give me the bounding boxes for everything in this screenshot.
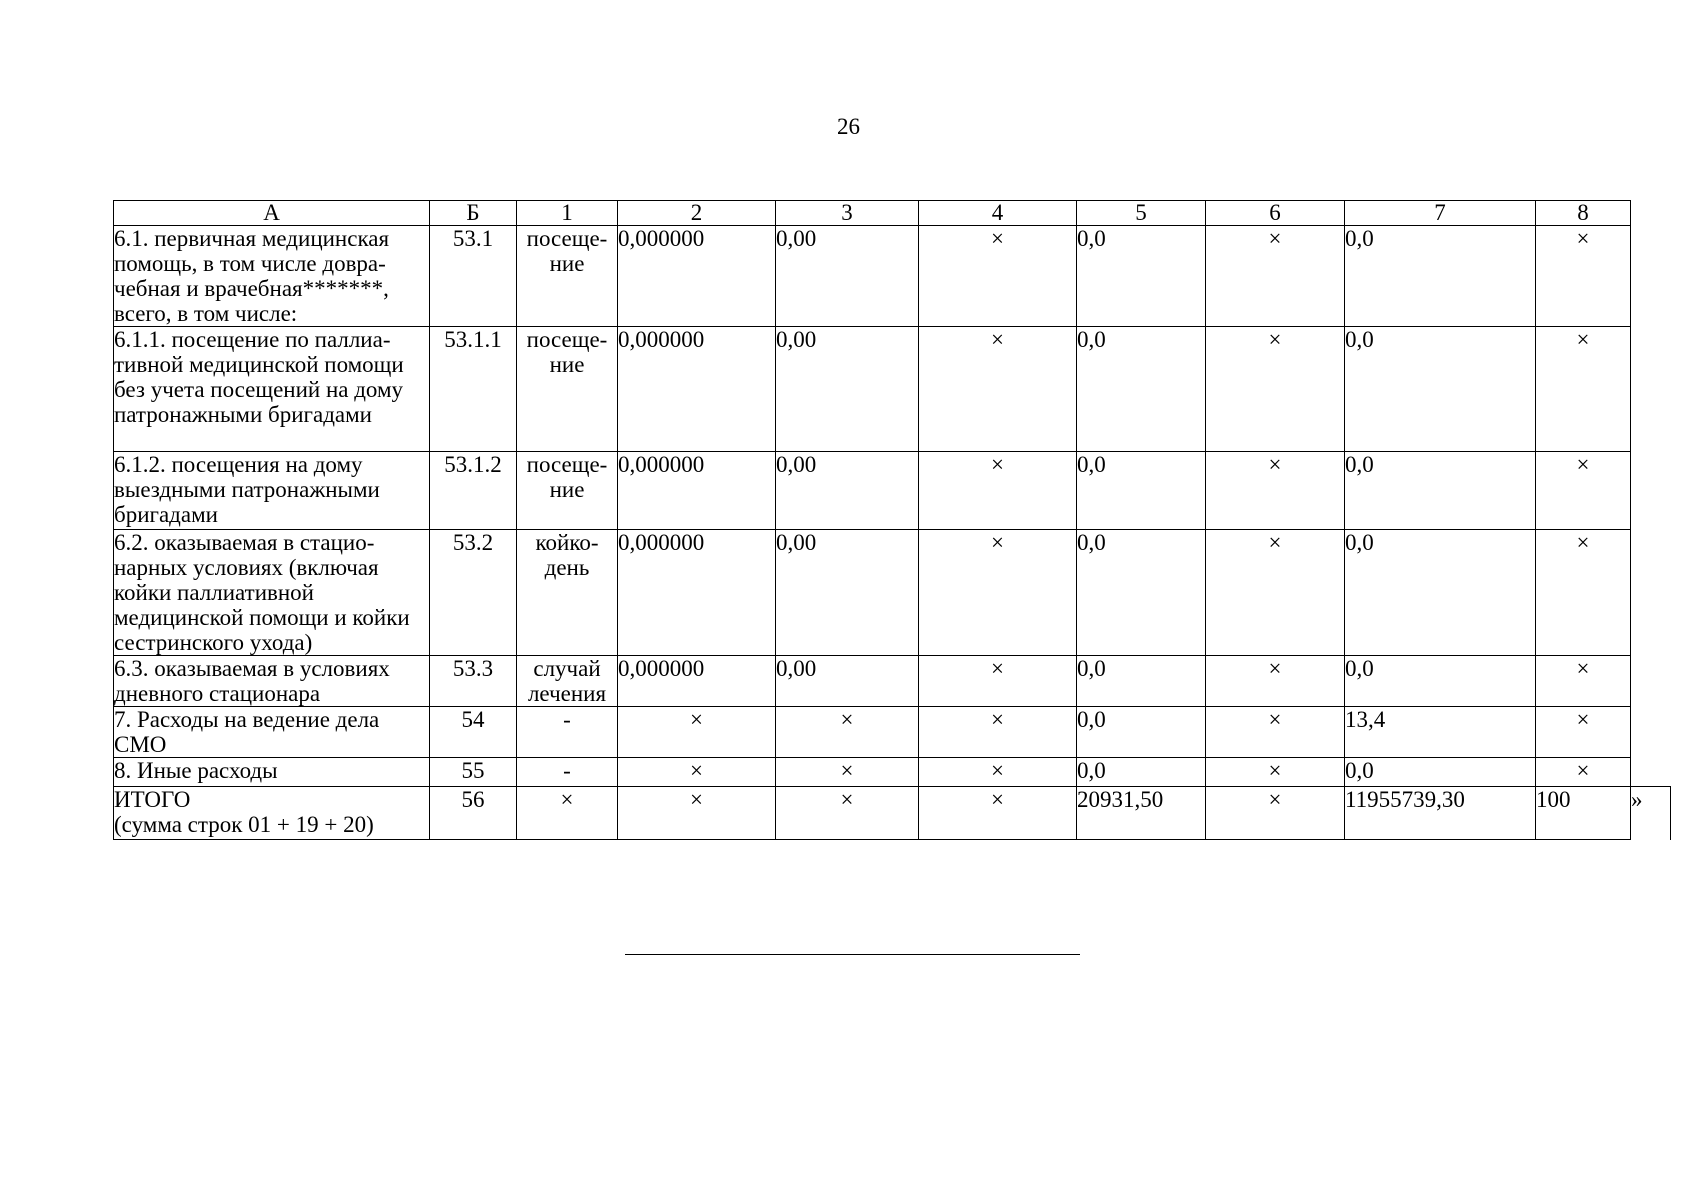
table-cell: 0,0 xyxy=(1077,226,1206,327)
row-label: 6.1. первичная медицинская помощь, в том числе довра-чебная и врачебная*******, всего, в том числе: xyxy=(114,226,430,327)
table-cell: 0,00 xyxy=(776,226,919,327)
table-row xyxy=(114,226,1671,327)
table-cell: 0,0 xyxy=(1345,758,1536,787)
table-cell: × xyxy=(776,758,919,787)
row-unit: - xyxy=(517,758,618,787)
table-cell: × xyxy=(1536,758,1631,787)
table-cell: × xyxy=(919,226,1077,327)
total-amount: 20931,50 xyxy=(1077,787,1206,840)
table-row xyxy=(114,530,1671,656)
table-cell: × xyxy=(1536,656,1631,707)
table-cell: × xyxy=(1536,327,1631,452)
table-cell: 0,0 xyxy=(1077,656,1206,707)
row-code: 53.1 xyxy=(430,226,517,327)
table-cell: 0,00 xyxy=(776,656,919,707)
table-cell: × xyxy=(1206,327,1345,452)
table-cell: × xyxy=(919,787,1077,840)
data-table-container xyxy=(113,200,1671,840)
table-cell: × xyxy=(1206,226,1345,327)
table-row xyxy=(114,452,1671,530)
header-cell: А xyxy=(114,201,430,226)
table-cell: × xyxy=(618,758,776,787)
header-cell: 2 xyxy=(618,201,776,226)
table-cell: 0,0 xyxy=(1345,327,1536,452)
table-cell: × xyxy=(919,656,1077,707)
header-cell: 8 xyxy=(1536,201,1631,226)
table-cell: × xyxy=(1206,656,1345,707)
table-cell: 13,4 xyxy=(1345,707,1536,758)
header-cell: 7 xyxy=(1345,201,1536,226)
closing-quote: » xyxy=(1631,787,1643,812)
row-unit: - xyxy=(517,707,618,758)
closing-quote-cell xyxy=(1631,787,1671,840)
table-cell: × xyxy=(1536,707,1631,758)
row-unit: посеще-ние xyxy=(517,452,618,530)
row-label: 8. Иные расходы xyxy=(114,758,430,787)
table-cell: × xyxy=(1536,226,1631,327)
table-cell: × xyxy=(1536,452,1631,530)
table-cell: × xyxy=(919,452,1077,530)
table-cell: 0,000000 xyxy=(618,327,776,452)
table-cell: 0,0 xyxy=(1345,656,1536,707)
row-unit: посеще-ние xyxy=(517,327,618,452)
page-number: 26 xyxy=(837,114,860,139)
table-cell: × xyxy=(919,530,1077,656)
table-cell: 0,0 xyxy=(1077,707,1206,758)
table-cell: 0,0 xyxy=(1345,226,1536,327)
table-cell: × xyxy=(1206,758,1345,787)
table-cell: × xyxy=(919,707,1077,758)
table-cell: × xyxy=(1206,530,1345,656)
row-label: 6.2. оказываемая в стацио-нарных условиях (включая койки паллиативной медицинской помощи и койки сестринского ухода) xyxy=(114,530,430,656)
table-cell: 0,0 xyxy=(1077,758,1206,787)
header-cell: 4 xyxy=(919,201,1077,226)
table-cell: 0,0 xyxy=(1077,452,1206,530)
table-row xyxy=(114,707,1671,758)
table-cell: × xyxy=(776,787,919,840)
row-code: 53.1.2 xyxy=(430,452,517,530)
table-cell: × xyxy=(1206,452,1345,530)
table-cell: 0,000000 xyxy=(618,530,776,656)
table-row xyxy=(114,327,1671,452)
table-cell: × xyxy=(517,787,618,840)
row-label: 6.3. оказываемая в условиях дневного стационара xyxy=(114,656,430,707)
table-cell: 0,00 xyxy=(776,327,919,452)
table-cell: × xyxy=(1536,530,1631,656)
table-cell: 0,0 xyxy=(1345,452,1536,530)
total-row xyxy=(114,787,1671,840)
row-label: 6.1.2. посещения на дому выездными патронажными бригадами xyxy=(114,452,430,530)
row-unit: посеще-ние xyxy=(517,226,618,327)
table-cell: × xyxy=(1206,787,1345,840)
table-cell: 0,00 xyxy=(776,452,919,530)
row-code: 53.2 xyxy=(430,530,517,656)
data-table xyxy=(113,200,1671,840)
row-code: 54 xyxy=(430,707,517,758)
row-code: 53.3 xyxy=(430,656,517,707)
header-cell: 5 xyxy=(1077,201,1206,226)
table-cell: 0,000000 xyxy=(618,226,776,327)
table-cell: × xyxy=(919,327,1077,452)
table-cell: × xyxy=(776,707,919,758)
table-cell: 0,0 xyxy=(1077,327,1206,452)
table-cell: × xyxy=(919,758,1077,787)
header-cell: 1 xyxy=(517,201,618,226)
row-code: 53.1.1 xyxy=(430,327,517,452)
row-unit: койко-день xyxy=(517,530,618,656)
row-label: 6.1.1. посещение по паллиа-тивной медицинской помощи без учета посещений на дому патронажными бригадами xyxy=(114,327,430,452)
row-unit: случай лечения xyxy=(517,656,618,707)
total-percent: 100 xyxy=(1536,787,1631,840)
header-cell: 3 xyxy=(776,201,919,226)
table-cell: × xyxy=(618,707,776,758)
total-amount: 11955739,30 xyxy=(1345,787,1536,840)
table-cell: 0,0 xyxy=(1077,530,1206,656)
row-label: ИТОГО (сумма строк 01 + 19 + 20) xyxy=(114,787,430,840)
header-cell: 6 xyxy=(1206,201,1345,226)
footer-separator-line xyxy=(625,954,1080,955)
row-code: 55 xyxy=(430,758,517,787)
row-code: 56 xyxy=(430,787,517,840)
table-cell: 0,000000 xyxy=(618,656,776,707)
table-cell: 0,000000 xyxy=(618,452,776,530)
table-cell: 0,0 xyxy=(1345,530,1536,656)
table-cell: × xyxy=(618,787,776,840)
header-row xyxy=(114,201,1671,226)
header-cell: Б xyxy=(430,201,517,226)
table-row xyxy=(114,656,1671,707)
table-row xyxy=(114,758,1671,787)
row-label: 7. Расходы на ведение дела СМО xyxy=(114,707,430,758)
table-cell: 0,00 xyxy=(776,530,919,656)
table-cell: × xyxy=(1206,707,1345,758)
